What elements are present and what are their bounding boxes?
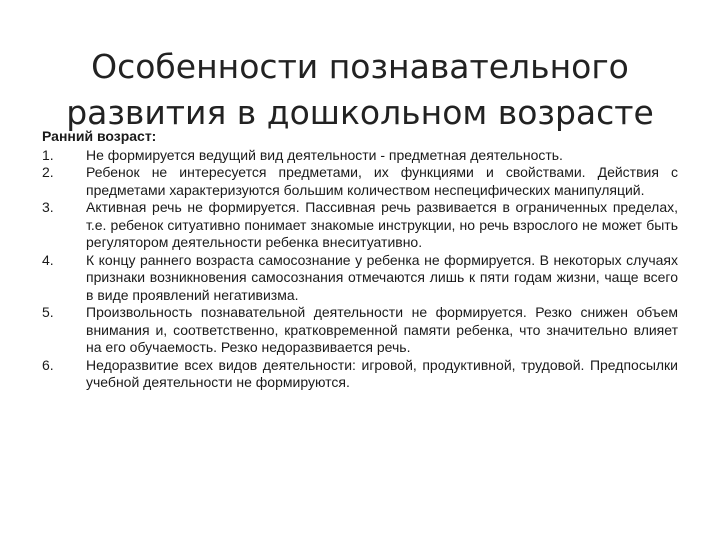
- list-item-number: 5.: [42, 304, 54, 320]
- list-item-text: Ребенок не интересуется предметами, их функциями и свойствами. Действия с предметами характеризуются большим количеством неспецифических манипуляций.: [86, 164, 678, 198]
- list-item: [42, 357, 678, 392]
- list-item-text: Не формируется ведущий вид деятельности - предметная деятельность.: [86, 146, 563, 163]
- slide-body: [42, 128, 678, 392]
- section-subheading: Ранний возраст:: [42, 128, 157, 144]
- list-item-text: Недоразвитие всех видов деятельности: игровой, продуктивной, трудовой. Предпосылки учебной деятельности не формируются.: [86, 356, 678, 390]
- list-item-number: 6.: [42, 356, 54, 373]
- list-item-number: 2.: [42, 164, 54, 180]
- list-item-text: Активная речь не формируется. Пассивная речь развивается в ограниченных пределах, т.е. ребенок ситуативно понимает знакомые инструкции, но речь взрослого не может быть регулятором деятельности ребенка внеситуативно.: [86, 199, 678, 250]
- numbered-list: [42, 147, 678, 392]
- list-item-text: К концу раннего возраста самосознание у ребенка не формируется. В некоторых случаях признаки возникновения самосознания отмечаются лишь к пяти годам жизни, чаще всего в виде проявлений негативизма.: [86, 251, 678, 303]
- list-item: [42, 199, 678, 252]
- list-item-number: 1.: [42, 146, 54, 163]
- list-item-text: Произвольность познавательной деятельности не формируется. Резко снижен объем внимания и, соответственно, кратковременной памяти ребенка, что значительно влияет на его обучаемость. Резко недоразвивается речь.: [86, 304, 678, 355]
- list-item-number: 3.: [42, 199, 54, 215]
- list-item: [42, 164, 678, 199]
- list-item-number: 4.: [42, 251, 54, 268]
- slide-title: Особенности познавательного развития в дошкольном возрасте: [66, 47, 654, 133]
- list-item: [42, 252, 678, 305]
- list-item: [42, 304, 678, 357]
- list-item: [42, 147, 678, 165]
